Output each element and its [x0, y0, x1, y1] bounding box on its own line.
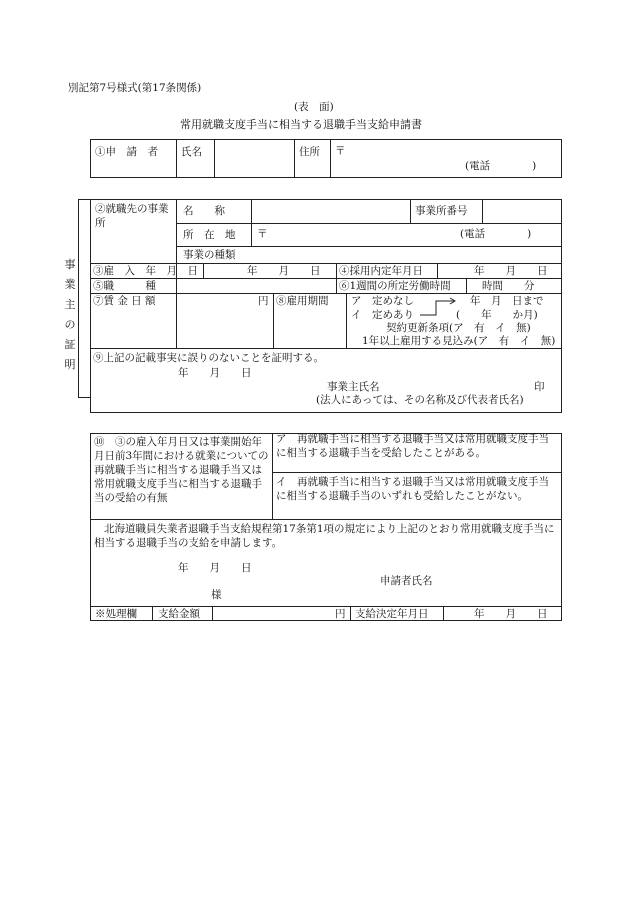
applicant-label: ①申 請 者 [95, 146, 158, 158]
amount-unit: 円 [335, 608, 346, 620]
job-type-label: ⑤職 種 [93, 280, 156, 292]
certify-date[interactable]: 年 月 日 [178, 367, 252, 379]
location-postal-mark: 〒 [257, 228, 268, 240]
location-label: 所 在 地 [183, 229, 236, 241]
decision-date-value[interactable]: 年 月 日 [474, 608, 548, 620]
seal-mark: 印 [534, 381, 545, 393]
employer-name-label: 名 称 [183, 205, 225, 217]
prior-benefit-option-a[interactable]: ア 再就職手当に相当する退職手当又は常用就職支度手当に相当する退職手当を受給したことがある。 [276, 433, 549, 459]
office-number-field[interactable] [483, 200, 561, 222]
amount-label: 支給金額 [158, 608, 200, 620]
period-option-i[interactable]: イ 定めあり [351, 309, 414, 321]
period-i-value: ( 年 か月) [456, 309, 538, 321]
applicant-phone: (電話 ) [465, 160, 537, 172]
page-title: 常用就職支度手当に相当する退職手当支給申請書 [180, 118, 422, 131]
applicant-postal-mark: 〒 [335, 145, 346, 157]
period-arrow [418, 297, 460, 319]
employer-certification-side-label: 事 業 主 の 証 明 [64, 258, 76, 371]
applicant-name-label: 氏名 [181, 146, 202, 158]
amount-field[interactable] [213, 607, 349, 620]
employer-name-sign-field[interactable] [390, 378, 530, 394]
application-date[interactable]: 年 月 日 [178, 562, 252, 574]
office-number-label: 事業所番号 [415, 205, 468, 217]
side-indicator: (表 面) [294, 101, 334, 113]
decision-date-label: 支給決定年月日 [355, 608, 429, 620]
weekly-hours-label: ⑥1週間の所定労働時間 [339, 280, 451, 292]
employment-period-label: ⑧雇用期間 [276, 295, 329, 307]
period-option-a[interactable]: ア 定めなし [351, 295, 414, 307]
employer-name-field[interactable] [252, 200, 409, 222]
applicant-signature-field[interactable] [440, 572, 558, 588]
applicant-signature-label: 申請者氏名 [380, 575, 433, 587]
business-type-field[interactable] [252, 247, 561, 262]
employer-place-label: ②就職先の事業所 [95, 203, 169, 229]
period-a-value: 年 月 日まで [470, 295, 544, 307]
wage-label: ⑦賃 金 日 額 [93, 295, 156, 307]
application-statement: 北海道職員失業者退職手当支給規程第17条第1項の規定により上記のとおり常用就職支度手当に相当する退職手当の支給を申請します。 [94, 523, 555, 549]
addressee-suffix: 様 [211, 589, 222, 601]
weekly-hours-value[interactable]: 時間 分 [482, 280, 535, 292]
corporation-note: (法人にあっては、その名称及び代表者氏名) [316, 394, 524, 406]
certify-text: ⑨上記の記載事実に誤りのないことを証明する。 [93, 352, 324, 364]
renewal-clause[interactable]: 契約更新条項(ア 有 イ 無) [386, 322, 531, 334]
form-number: 別記第7号様式(第17条関係) [68, 82, 202, 94]
processing-label: ※処理欄 [95, 608, 137, 620]
applicant-address-label: 住所 [299, 146, 320, 158]
planned-date-value[interactable]: 年 月 日 [474, 265, 548, 277]
job-type-field[interactable] [177, 279, 335, 292]
one-year-prospect[interactable]: 1年以上雇用する見込み(ア 有 イ 無) [362, 335, 556, 347]
wage-unit: 円 [258, 295, 269, 307]
business-type-label: 事業の種類 [183, 249, 236, 261]
planned-date-label: ④採用内定年月日 [339, 265, 423, 277]
employer-name-sign-label: 事業主氏名 [327, 381, 380, 393]
applicant-name-field[interactable] [215, 140, 293, 177]
prior-benefit-option-i[interactable]: イ 再就職手当に相当する退職手当又は常用就職支度手当に相当する退職手当のいずれも受給したことがない。 [276, 476, 549, 502]
prior-benefit-question: ⑩ ③の雇入年月日又は事業開始年月日前3年間における就業についての再就職手当に相当する退職手当又は常用就職支度手当に相当する退職手当の受給の有無 [94, 436, 269, 504]
hire-date-label: ③雇 入 年 月 日 [93, 265, 198, 277]
hire-date-value[interactable]: 年 月 日 [247, 265, 321, 277]
location-phone: (電話 ) [460, 228, 532, 240]
employer-bracket [78, 199, 79, 398]
